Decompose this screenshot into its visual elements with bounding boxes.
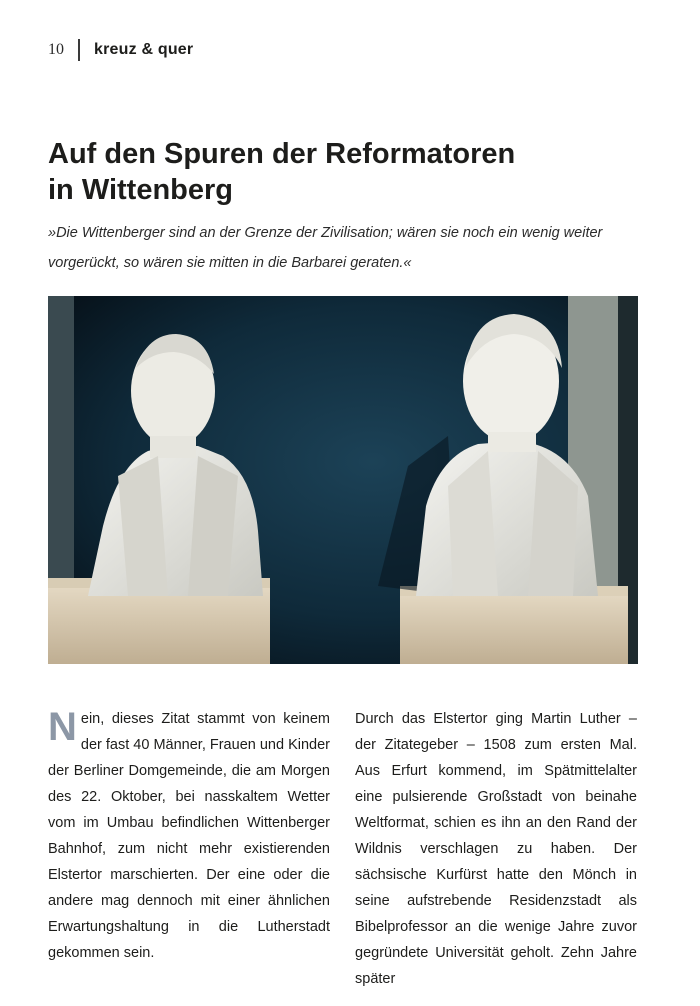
busts-photo [48,296,638,664]
article-title-line-1: Auf den Spuren der Reformatoren [48,138,516,170]
article-title-line-2: in Wittenberg [48,174,234,206]
article-title [48,136,668,208]
drop-cap: N [48,705,77,749]
busts-photo-illustration [48,296,638,664]
page-header [48,38,193,62]
page-number: 10 [48,41,64,58]
article-column-left [48,706,330,966]
article-column-right [355,706,637,992]
article-paragraph-left: ein, dieses Zitat stammt von keinem der fast 40 Männer, Frauen und Kinder der Berliner Domgemeinde, die am Morgen des 22. Oktober, bei nasskaltem Wetter vom im Umbau befindlichen Wittenberger Bahnhof, zum nicht mehr existierenden Elstertor marschierten. Der eine oder die andere mag dennoch mit einer ähnlichen Erwartungshaltung in die Lutherstadt gekommen sein. [48,711,330,961]
section-title: kreuz & quer [94,41,194,58]
header-divider [78,39,80,61]
intro-quote: »Die Wittenberger sind an der Grenze der Zivilisation; wären sie noch ein wenig weiter vorgerückt, so wären sie mitten in die Barbarei geraten.« [48,225,603,271]
article-paragraph-right: Durch das Elstertor ging Martin Luther – der Zitategeber – 1508 zum ersten Mal. Aus Erfurt kommend, im Spätmittelalter eine pulsierende Großstadt von beinahe Weltformat, schien es ihn an den Rand der Wildnis verschlagen zu haben. Der sächsische Kurfürst hatte den Mönch in seine aufstrebende Residenzstadt als Bibelprofessor an die wenige Jahre zuvor gegründete Universität geholt. Zehn Jahre später [355,711,637,987]
